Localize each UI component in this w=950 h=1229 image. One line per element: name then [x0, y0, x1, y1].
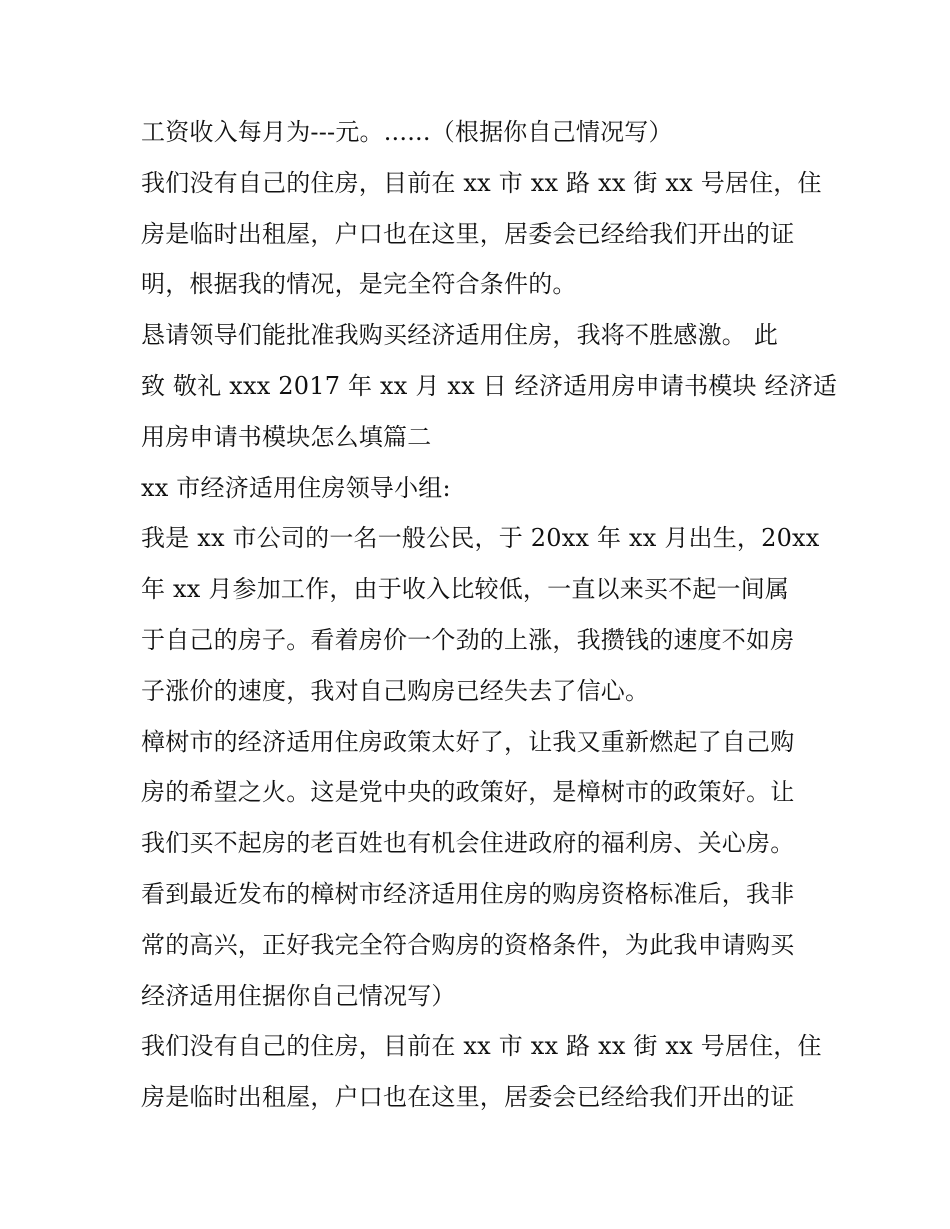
text-line-5: 恳请领导们能批准我购买经济适用住房，我将不胜感激。 此: [141, 321, 779, 350]
text-line-8: xx 市经济适用住房领导小组:: [141, 473, 451, 502]
text-line-4: 明，根据我的情况，是完全符合条件的。: [141, 270, 577, 299]
text-line-12: 子涨价的速度，我对自己购房已经失去了信心。: [141, 676, 650, 705]
text-line-20: 房是临时出租屋，户口也在这里，居委会已经给我们开出的证: [141, 1083, 795, 1112]
text-line-18: 经济适用住据你自己情况写）: [141, 981, 456, 1010]
text-line-16: 看到最近发布的樟树市经济适用住房的购房资格标准后，我非: [141, 879, 795, 908]
text-line-3: 房是临时出租屋，户口也在这里，居委会已经给我们开出的证: [141, 219, 795, 248]
text-line-19: 我们没有自己的住房，目前在 xx 市 xx 路 xx 街 xx 号居住，住: [141, 1032, 822, 1061]
text-line-14: 房的希望之火。这是党中央的政策好，是樟树市的政策好。让: [141, 778, 795, 807]
text-line-10: 年 xx 月参加工作，由于收入比较低，一直以来买不起一间属: [141, 575, 790, 604]
document-body: [141, 107, 838, 1123]
text-line-6: 致 敬礼 xxx 2017 年 xx 月 xx 日 经济适用房申请书模块 经济适: [141, 371, 838, 400]
text-line-2: 我们没有自己的住房，目前在 xx 市 xx 路 xx 街 xx 号居住，住: [141, 168, 822, 197]
text-line-17: 常的高兴，正好我完全符合购房的资格条件，为此我申请购买: [141, 930, 795, 959]
text-line-11: 于自己的房子。看着房价一个劲的上涨，我攒钱的速度不如房: [141, 625, 795, 654]
text-line-13: 樟树市的经济适用住房政策太好了，让我又重新燃起了自己购: [141, 727, 795, 756]
text-line-15: 我们买不起房的老百姓也有机会住进政府的福利房、关心房。: [141, 829, 795, 858]
text-line-9: 我是 xx 市公司的一名一般公民，于 20xx 年 xx 月出生，20xx: [141, 524, 820, 553]
text-line-7: 用房申请书模块怎么填篇二: [141, 422, 432, 451]
text-line-1: 工资收入每月为---元。......（根据你自己情况写）: [141, 118, 673, 146]
